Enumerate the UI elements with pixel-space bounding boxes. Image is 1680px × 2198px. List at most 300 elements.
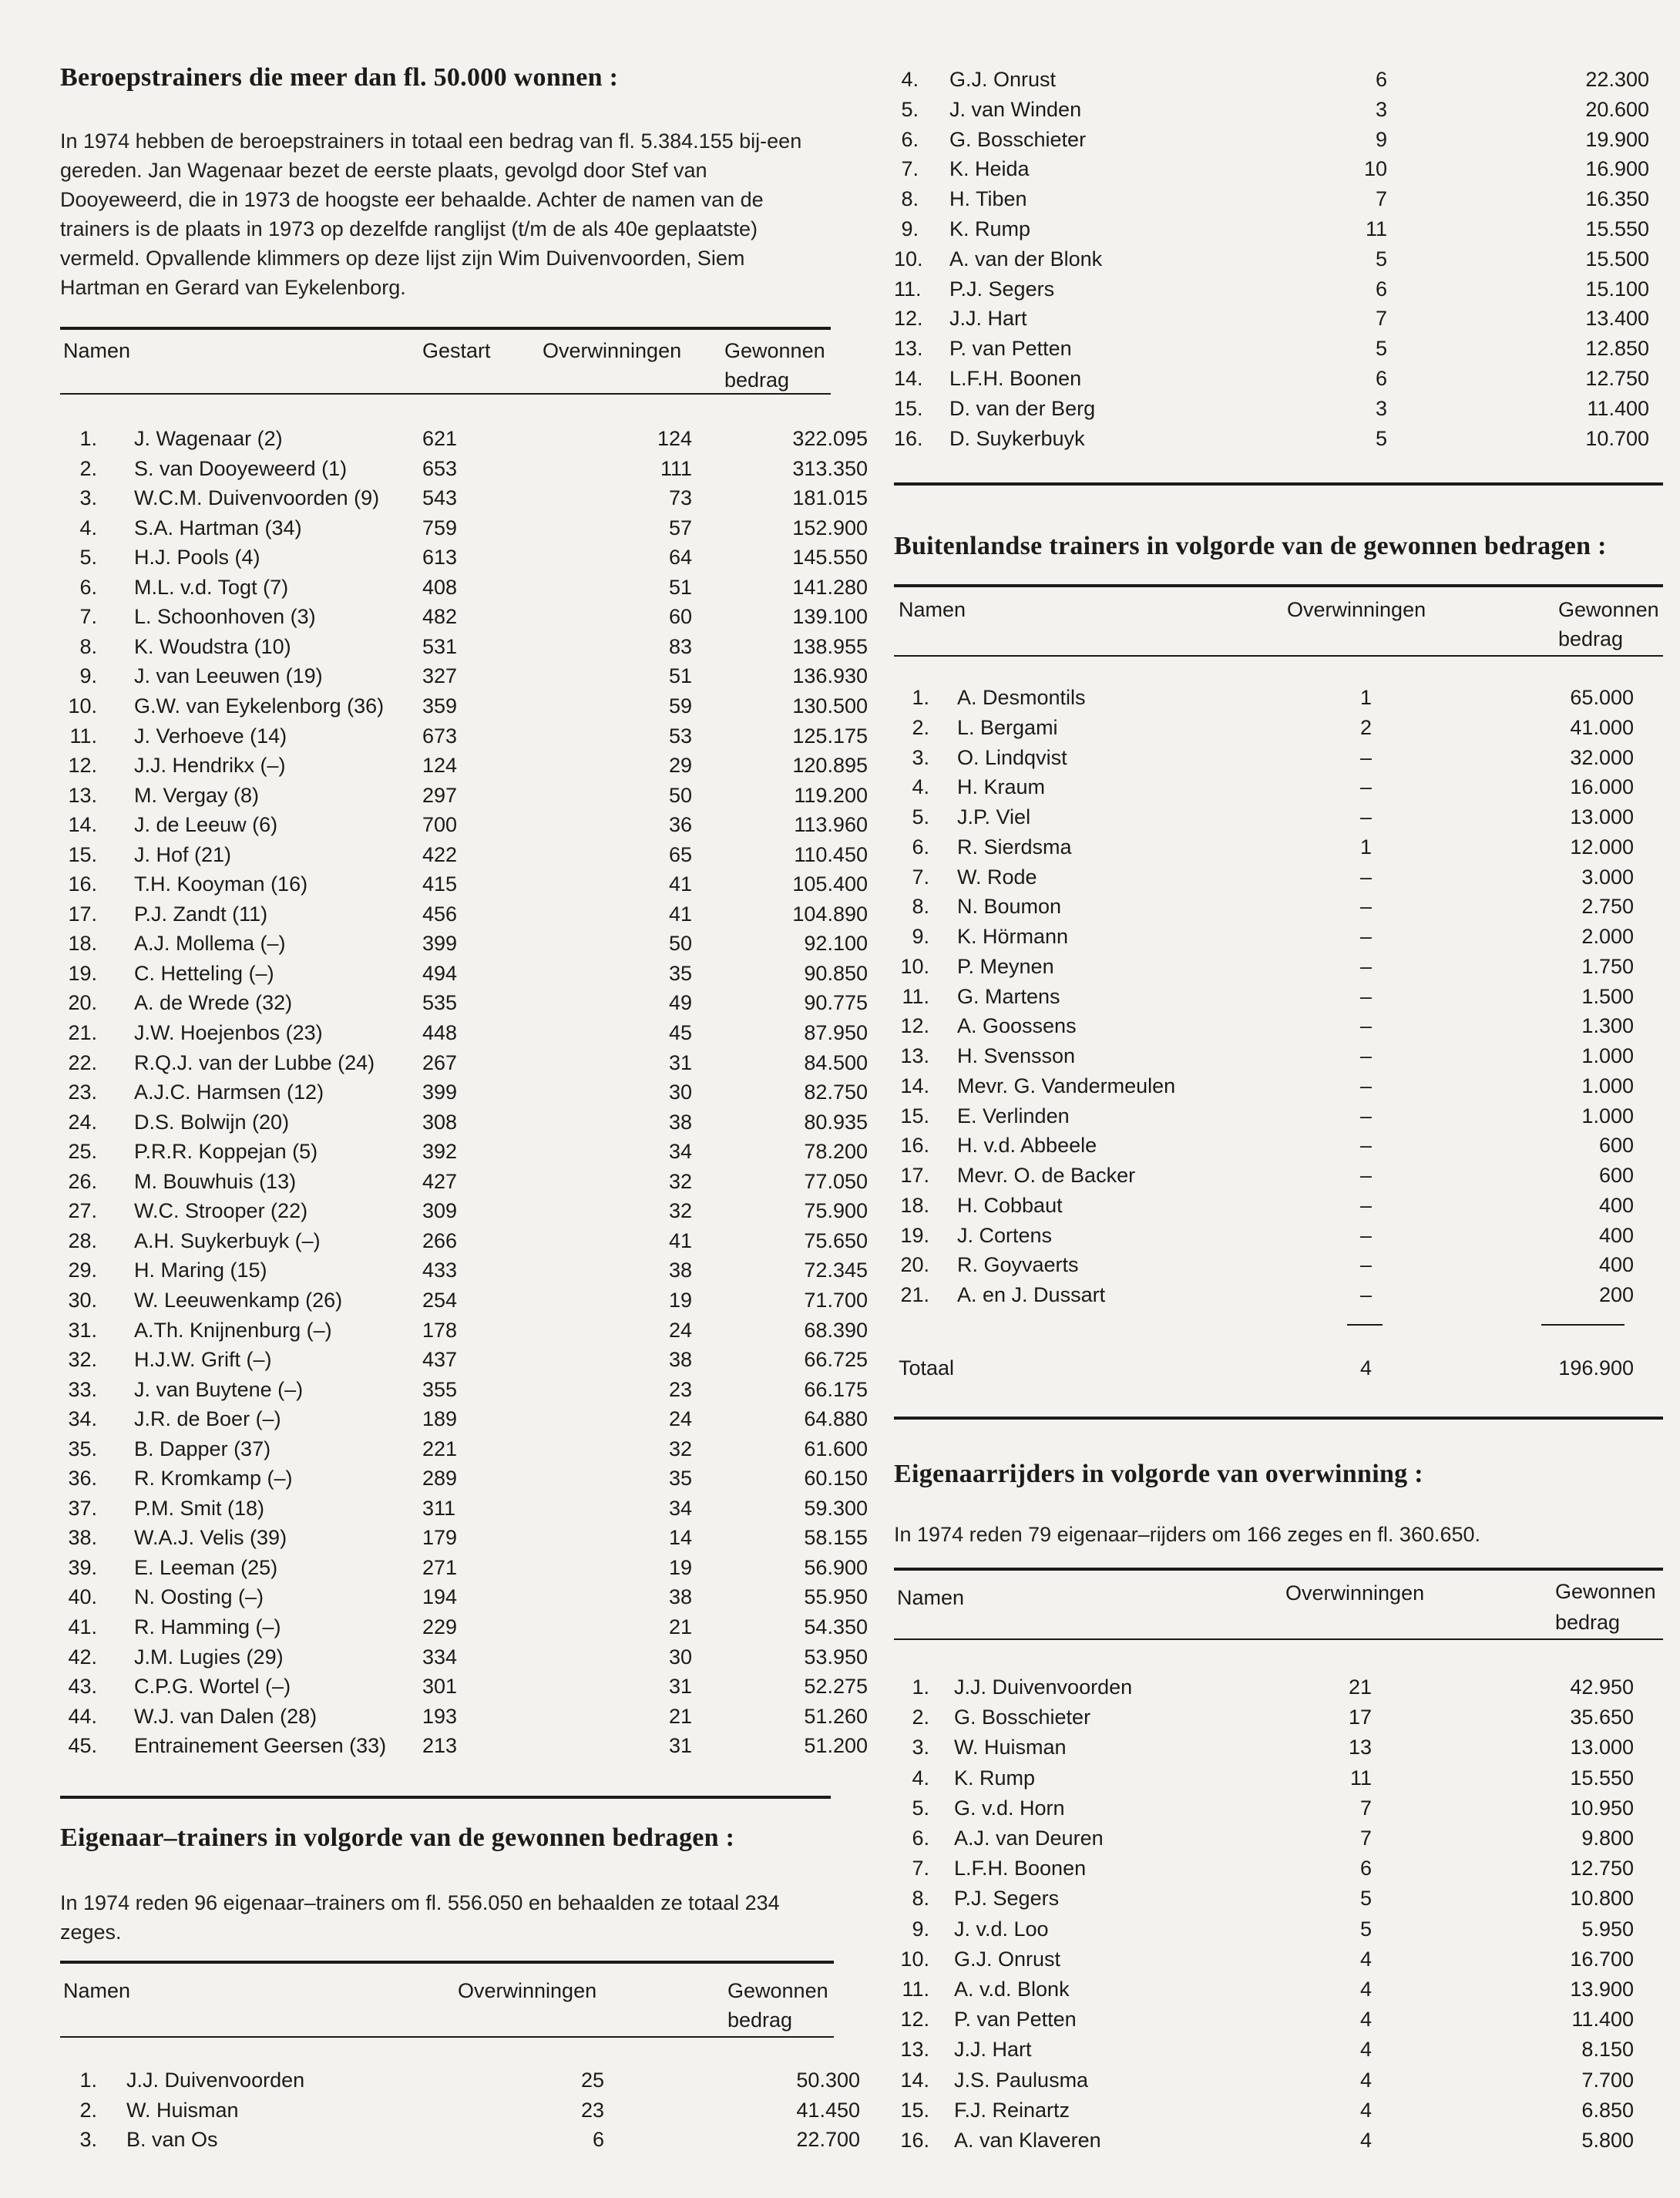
- rank-cell: 42.: [68, 1645, 97, 1669]
- table-row: [894, 184, 1665, 213]
- started-cell: 301: [422, 1675, 458, 1699]
- rank-cell: 6.: [79, 575, 97, 599]
- wins-cell: 6: [592, 2128, 604, 2151]
- amount-cell: 16.900: [1585, 157, 1649, 181]
- started-cell: 309: [422, 1199, 458, 1223]
- table-row: [60, 810, 868, 839]
- rank-cell: 3.: [912, 745, 929, 769]
- rank-cell: 37.: [68, 1496, 97, 1520]
- ot-header-amount-2: bedrag: [727, 2008, 793, 2032]
- rank-cell: 40.: [68, 1585, 97, 1609]
- table-row: [894, 1161, 1665, 1190]
- name-cell: M.L. v.d. Togt (7): [134, 575, 289, 599]
- amount-cell: 1.500: [1581, 984, 1634, 1008]
- table-row: [60, 1018, 868, 1047]
- name-cell: K. Rump: [949, 217, 1031, 240]
- wins-cell: 60: [668, 605, 692, 629]
- name-cell: O. Lindqvist: [957, 745, 1067, 769]
- wins-cell: –: [1359, 745, 1372, 769]
- table-row: [60, 483, 868, 513]
- started-cell: 193: [422, 1704, 458, 1728]
- ft-header-wins: Overwinningen: [1287, 598, 1426, 621]
- rank-cell: 31.: [68, 1318, 97, 1342]
- table-row: [60, 959, 868, 988]
- table-row: [894, 1702, 1665, 1732]
- name-cell: A. van der Blonk: [949, 247, 1103, 271]
- amount-cell: 55.950: [804, 1585, 868, 1609]
- wins-cell: 51: [668, 575, 692, 599]
- amount-cell: 400: [1598, 1193, 1634, 1217]
- wins-cell: –: [1359, 775, 1372, 799]
- rank-cell: 9.: [79, 664, 97, 688]
- amount-cell: 52.275: [804, 1675, 868, 1699]
- rank-cell: 12.: [68, 754, 97, 778]
- wins-cell: 31: [668, 1675, 692, 1699]
- wins-cell: –: [1359, 1134, 1372, 1158]
- rank-cell: 8.: [79, 634, 97, 658]
- amount-cell: 105.400: [792, 872, 868, 896]
- started-cell: 543: [422, 486, 458, 510]
- name-cell: A. en J. Dussart: [957, 1283, 1106, 1306]
- rank-cell: 15.: [894, 396, 923, 420]
- name-cell: J. Cortens: [957, 1223, 1053, 1247]
- table-row: [894, 1131, 1665, 1160]
- owner-trainers-title: Eigenaar–trainers in volgorde van de gewonnen bedragen :: [60, 1823, 735, 1852]
- amount-cell: 2.750: [1581, 895, 1634, 919]
- total-wins: 4: [1359, 1356, 1372, 1380]
- table-row: [894, 2095, 1665, 2125]
- name-cell: J.S. Paulusma: [954, 2068, 1089, 2092]
- started-cell: 700: [422, 813, 458, 837]
- rank-cell: 13.: [894, 337, 923, 361]
- amount-cell: 10.800: [1570, 1887, 1634, 1911]
- amount-cell: 16.700: [1570, 1947, 1634, 1971]
- amount-cell: 110.450: [794, 842, 868, 866]
- started-cell: 448: [422, 1021, 458, 1044]
- ft-header-amount-2: bedrag: [1558, 627, 1624, 650]
- rank-cell: 16.: [900, 2129, 929, 2152]
- rank-cell: 30.: [68, 1288, 97, 1312]
- table-row: [894, 424, 1665, 453]
- amount-cell: 3.000: [1581, 865, 1634, 889]
- amount-cell: 138.955: [792, 634, 868, 658]
- table-row: [60, 661, 868, 691]
- owner-riders-title: Eigenaarrijders in volgorde van overwinning :: [894, 1460, 1423, 1488]
- table-row: [894, 772, 1665, 802]
- amount-cell: 12.750: [1570, 1857, 1634, 1880]
- table-row: [894, 862, 1665, 892]
- name-cell: J. van Leeuwen (19): [134, 664, 323, 688]
- rank-cell: 4.: [912, 775, 929, 799]
- wins-cell: –: [1359, 1193, 1372, 1217]
- table-row: [894, 1041, 1665, 1070]
- table-row: [894, 1280, 1665, 1309]
- name-cell: W. Huisman: [954, 1736, 1067, 1759]
- wins-cell: 34: [668, 1496, 692, 1520]
- started-cell: 535: [422, 991, 458, 1015]
- name-cell: A. Goossens: [957, 1014, 1077, 1038]
- table-row: [60, 1226, 868, 1255]
- wins-cell: 17: [1348, 1706, 1372, 1729]
- name-cell: A.H. Suykerbuyk (–): [134, 1228, 321, 1252]
- table-row: [894, 1914, 1665, 1944]
- table-row: [894, 125, 1665, 154]
- started-cell: 673: [422, 724, 458, 748]
- name-cell: R. Kromkamp (–): [134, 1467, 293, 1491]
- wins-cell: 5: [1375, 337, 1387, 361]
- name-cell: J.J. Hart: [954, 2038, 1032, 2062]
- name-cell: P.M. Smit (18): [134, 1496, 265, 1520]
- wins-cell: 23: [668, 1377, 692, 1401]
- table-row: [894, 2035, 1665, 2064]
- name-cell: G. Martens: [957, 984, 1060, 1008]
- rank-cell: 15.: [900, 2098, 929, 2122]
- table-row: [60, 573, 868, 602]
- rank-cell: 16.: [900, 1134, 929, 1158]
- started-cell: 267: [422, 1050, 458, 1074]
- wins-cell: –: [1359, 984, 1372, 1008]
- name-cell: J. van Buytene (–): [134, 1377, 304, 1401]
- rank-cell: 3.: [79, 2128, 97, 2151]
- started-cell: 266: [422, 1228, 458, 1252]
- amount-cell: 42.950: [1570, 1675, 1634, 1699]
- table-row: [894, 892, 1665, 921]
- wins-cell: 38: [668, 1110, 692, 1134]
- rank-cell: 2.: [912, 715, 929, 739]
- amount-cell: 51.260: [804, 1704, 868, 1728]
- or-header-rule: [894, 1638, 1663, 1640]
- rank-cell: 8.: [912, 895, 929, 919]
- started-cell: 355: [422, 1377, 458, 1401]
- ot-header-amount: Gewonnen: [727, 1979, 828, 2002]
- name-cell: D. van der Berg: [949, 396, 1096, 420]
- amount-cell: 12.850: [1585, 337, 1649, 361]
- amount-cell: 600: [1598, 1164, 1634, 1187]
- rank-cell: 8.: [901, 187, 919, 211]
- name-cell: K. Heida: [949, 157, 1030, 181]
- amount-cell: 82.750: [804, 1081, 868, 1104]
- amount-cell: 113.960: [794, 813, 868, 837]
- amount-cell: 152.900: [792, 516, 868, 539]
- wins-cell: 30: [668, 1081, 692, 1104]
- rank-cell: 20.: [68, 991, 97, 1015]
- started-cell: 221: [422, 1437, 458, 1460]
- wins-cell: 4: [1359, 2098, 1372, 2122]
- rank-cell: 10.: [68, 694, 97, 718]
- amount-cell: 84.500: [804, 1050, 868, 1074]
- rank-cell: 1.: [912, 1675, 929, 1699]
- rank-cell: 28.: [68, 1228, 97, 1252]
- section-divider-right-1: [894, 482, 1663, 486]
- started-cell: 482: [422, 605, 458, 629]
- table-row: [60, 1375, 868, 1404]
- amount-cell: 71.700: [804, 1288, 868, 1312]
- col-header-wins: Overwinningen: [543, 339, 682, 362]
- rank-cell: 15.: [900, 1104, 929, 1128]
- name-cell: J.J. Duivenvoorden: [126, 2069, 305, 2092]
- wins-cell: 36: [668, 813, 692, 837]
- section-divider: [60, 1796, 831, 1799]
- amount-cell: 1.000: [1581, 1044, 1634, 1067]
- amount-cell: 322.095: [792, 427, 868, 450]
- name-cell: P. van Petten: [954, 2008, 1077, 2032]
- wins-cell: 19: [668, 1555, 692, 1579]
- rank-cell: 35.: [68, 1437, 97, 1460]
- rank-cell: 2.: [79, 2098, 97, 2122]
- started-cell: 271: [422, 1555, 458, 1579]
- wins-cell: –: [1359, 1164, 1372, 1187]
- rank-cell: 22.: [68, 1050, 97, 1074]
- table-row: [894, 1944, 1665, 1974]
- rank-cell: 1.: [79, 427, 97, 450]
- wins-cell: 4: [1359, 2038, 1372, 2062]
- rank-cell: 15.: [68, 842, 97, 866]
- rank-cell: 33.: [68, 1377, 97, 1401]
- amount-cell: 75.900: [804, 1199, 868, 1223]
- table-row: [894, 1221, 1665, 1250]
- total-amount: 196.900: [1558, 1356, 1634, 1380]
- wins-cell: 4: [1359, 2008, 1372, 2032]
- started-cell: 437: [422, 1348, 458, 1372]
- table-row: [894, 304, 1665, 333]
- or-header-wins: Overwinningen: [1285, 1581, 1425, 1605]
- name-cell: H. Svensson: [957, 1044, 1076, 1067]
- name-cell: Entrainement Geersen (33): [134, 1734, 387, 1758]
- table-row: [60, 1404, 868, 1433]
- amount-cell: 1.000: [1581, 1074, 1634, 1097]
- rank-cell: 14.: [900, 2068, 929, 2092]
- wins-cell: –: [1359, 925, 1372, 948]
- amount-cell: 13.000: [1570, 805, 1634, 828]
- amount-cell: 6.850: [1581, 2098, 1634, 2122]
- wins-cell: 57: [668, 516, 692, 539]
- or-header-amount-2: bedrag: [1555, 1611, 1621, 1634]
- table-row: [60, 1255, 868, 1285]
- started-cell: 621: [422, 427, 458, 450]
- rank-cell: 16.: [68, 872, 97, 896]
- table-row: [60, 691, 868, 721]
- amount-cell: 80.935: [804, 1110, 868, 1134]
- wins-cell: 3: [1375, 97, 1387, 121]
- rank-cell: 5.: [912, 1796, 929, 1820]
- amount-cell: 22.700: [796, 2128, 860, 2151]
- rank-cell: 21.: [68, 1021, 97, 1044]
- wins-cell: 6: [1375, 277, 1387, 301]
- amount-cell: 59.300: [804, 1496, 868, 1520]
- ft-header-rule: [894, 655, 1663, 657]
- ot-header-name: Namen: [63, 1979, 131, 2002]
- wins-cell: 21: [668, 1615, 692, 1638]
- wins-cell: 4: [1359, 1978, 1372, 2001]
- rank-cell: 11.: [69, 724, 97, 748]
- amount-cell: 68.390: [804, 1318, 868, 1342]
- rank-cell: 16.: [894, 426, 923, 450]
- rank-cell: 32.: [68, 1348, 97, 1372]
- amount-cell: 7.700: [1581, 2068, 1634, 2092]
- name-cell: R. Sierdsma: [957, 835, 1072, 859]
- wins-cell: 6: [1375, 367, 1387, 390]
- wins-cell: 6: [1359, 1857, 1372, 1880]
- wins-cell: 64: [668, 546, 692, 570]
- rank-cell: 11.: [902, 1978, 929, 2001]
- wins-cell: 2: [1359, 715, 1372, 739]
- rank-cell: 6.: [912, 1827, 929, 1850]
- amount-cell: 75.650: [804, 1228, 868, 1252]
- wins-cell: 51: [668, 664, 692, 688]
- amount-cell: 10.950: [1570, 1796, 1634, 1820]
- wins-cell: 1: [1359, 686, 1372, 709]
- table-row: [894, 1763, 1665, 1793]
- or-top-rule: [894, 1568, 1663, 1571]
- col-header-amount-2: bedrag: [724, 368, 790, 392]
- rank-cell: 29.: [68, 1259, 97, 1282]
- amount-cell: 5.800: [1581, 2129, 1634, 2152]
- rank-cell: 19.: [68, 961, 97, 985]
- name-cell: H. Kraum: [957, 775, 1046, 799]
- or-header-name: Namen: [897, 1586, 965, 1609]
- name-cell: K. Rump: [954, 1766, 1036, 1790]
- wins-cell: 4: [1359, 2129, 1372, 2152]
- wins-cell: 7: [1359, 1796, 1372, 1820]
- name-cell: E. Leeman (25): [134, 1555, 278, 1579]
- name-cell: W.A.J. Velis (39): [134, 1526, 287, 1550]
- rank-cell: 10.: [900, 1947, 929, 1971]
- name-cell: Mevr. O. de Backer: [957, 1164, 1136, 1187]
- table-row: [60, 1464, 868, 1493]
- name-cell: A. van Klaveren: [954, 2129, 1101, 2152]
- rank-cell: 21.: [900, 1283, 929, 1306]
- foreign-total-row: [894, 1353, 1665, 1383]
- started-cell: 178: [422, 1318, 458, 1342]
- table-row: [894, 2005, 1665, 2034]
- amount-cell: 141.280: [792, 575, 868, 599]
- amount-cell: 50.300: [796, 2069, 860, 2092]
- wins-cell: 50: [668, 932, 692, 956]
- table-row: [894, 713, 1665, 742]
- table-row: [894, 394, 1665, 423]
- rank-cell: 7.: [912, 1857, 929, 1880]
- started-cell: 653: [422, 456, 458, 480]
- rank-cell: 20.: [900, 1253, 929, 1277]
- wins-cell: –: [1359, 1074, 1372, 1097]
- name-cell: S.A. Hartman (34): [134, 516, 302, 539]
- name-cell: D.S. Bolwijn (20): [134, 1110, 290, 1134]
- wins-cell: 21: [1348, 1675, 1372, 1699]
- table-row: [894, 244, 1665, 274]
- table-row: [60, 543, 868, 572]
- rank-cell: 5.: [79, 546, 97, 570]
- started-cell: 408: [422, 575, 458, 599]
- amount-cell: 200: [1598, 1283, 1634, 1306]
- name-cell: H. Cobbaut: [957, 1193, 1063, 1217]
- table-row: [894, 1071, 1665, 1101]
- rank-cell: 11.: [902, 984, 929, 1008]
- wins-cell: 59: [668, 694, 692, 718]
- or-header-amount: Gewonnen: [1555, 1580, 1656, 1603]
- amount-cell: 65.000: [1570, 686, 1634, 709]
- amount-cell: 10.700: [1585, 426, 1649, 450]
- name-cell: J.P. Viel: [957, 805, 1031, 828]
- amount-cell: 2.000: [1581, 925, 1634, 948]
- table-row: [60, 1434, 868, 1464]
- wins-cell: 21: [668, 1704, 692, 1728]
- wins-cell: 3: [1375, 396, 1387, 420]
- amount-cell: 1.000: [1581, 1104, 1634, 1128]
- name-cell: J.J. Hendrikx (–): [134, 754, 286, 778]
- rank-cell: 2.: [79, 456, 97, 480]
- table-row: [60, 454, 868, 483]
- wins-cell: 34: [668, 1140, 692, 1164]
- name-cell: A.J.C. Harmsen (12): [134, 1081, 324, 1104]
- started-cell: 124: [422, 754, 458, 778]
- wins-cell: 65: [668, 842, 692, 866]
- rank-cell: 2.: [912, 1706, 929, 1729]
- owner-trainers-intro: In 1974 reden 96 eigenaar–trainers om fl. 556.050 en behaalden ze totaal 234 zeges.: [60, 1891, 780, 1944]
- name-cell: K. Hörmann: [957, 925, 1069, 948]
- amount-cell: 119.200: [794, 783, 868, 807]
- name-cell: M. Vergay (8): [134, 783, 260, 807]
- started-cell: 399: [422, 932, 458, 956]
- table-row: [894, 154, 1665, 183]
- amount-cell: 41.450: [796, 2098, 860, 2122]
- amount-cell: 78.200: [804, 1140, 868, 1164]
- name-cell: K. Woudstra (10): [134, 634, 291, 658]
- amount-cell: 13.000: [1570, 1736, 1634, 1759]
- name-cell: P. Meynen: [957, 954, 1054, 978]
- table-row: [60, 2065, 860, 2095]
- started-cell: 189: [422, 1407, 458, 1431]
- table-row: [894, 1975, 1665, 2004]
- table-header-rule: [60, 393, 831, 395]
- wins-cell: 38: [668, 1585, 692, 1609]
- amount-cell: 77.050: [804, 1169, 868, 1193]
- rank-cell: 5.: [901, 97, 919, 121]
- wins-cell: 53: [668, 724, 692, 748]
- wins-cell: 45: [668, 1021, 692, 1044]
- table-row: [894, 1672, 1665, 1702]
- amount-cell: 400: [1598, 1253, 1634, 1277]
- table-top-rule: [60, 327, 831, 330]
- table-row: [894, 65, 1665, 94]
- amount-cell: 60.150: [804, 1467, 868, 1491]
- name-cell: G. Bosschieter: [949, 127, 1087, 151]
- rank-cell: 1.: [912, 686, 929, 709]
- wins-cell: 24: [668, 1407, 692, 1431]
- wins-cell: 49: [668, 991, 692, 1015]
- name-cell: H. Maring (15): [134, 1259, 267, 1282]
- total-wins-line: [1347, 1324, 1383, 1326]
- amount-cell: 13.400: [1585, 307, 1649, 331]
- rank-cell: 36.: [68, 1467, 97, 1491]
- wins-cell: –: [1359, 865, 1372, 889]
- name-cell: L. Schoonhoven (3): [134, 605, 316, 629]
- amount-cell: 53.950: [804, 1645, 868, 1669]
- amount-cell: 90.775: [804, 991, 868, 1015]
- table-row: [894, 743, 1665, 772]
- table-row: [894, 1884, 1665, 1913]
- wins-cell: 11: [1365, 217, 1387, 240]
- wins-cell: 50: [668, 783, 692, 807]
- amount-cell: 9.800: [1581, 1827, 1634, 1850]
- amount-cell: 181.015: [792, 486, 868, 510]
- table-row: [60, 1494, 868, 1523]
- rank-cell: 3.: [912, 1736, 929, 1759]
- amount-cell: 41.000: [1570, 715, 1634, 739]
- table-row: [894, 1011, 1665, 1040]
- wins-cell: –: [1359, 1223, 1372, 1247]
- table-row: [60, 1731, 868, 1760]
- table-row: [60, 513, 868, 543]
